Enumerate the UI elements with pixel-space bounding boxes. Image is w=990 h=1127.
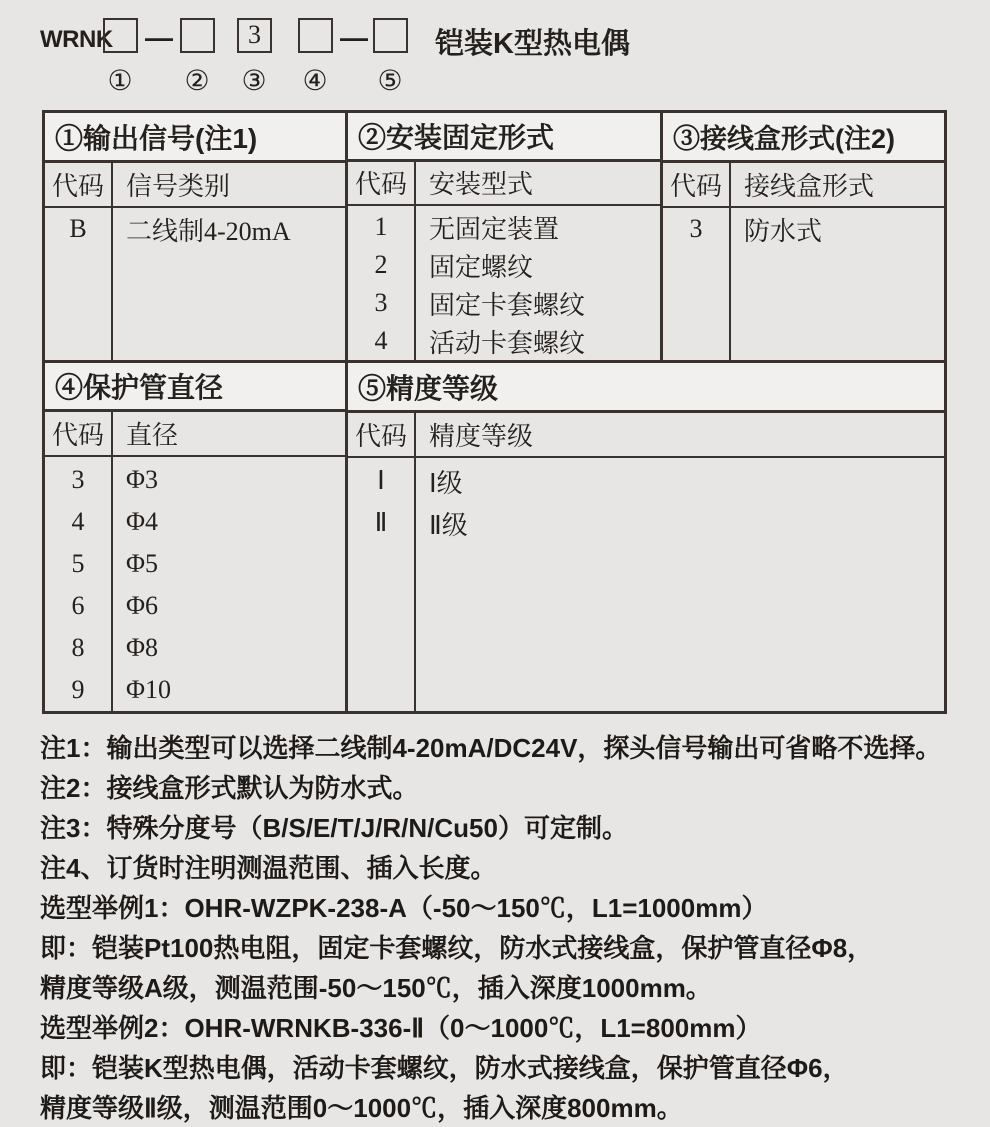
model-box-4 [298, 18, 333, 53]
table-cell: 二线制4-20mA [126, 216, 291, 246]
note-line: 即：铠装K型热电偶，活动卡套螺纹，防水式接线盒，保护管直径Φ6， [40, 1053, 849, 1083]
code-column [663, 208, 731, 360]
section-output-signal [45, 113, 345, 360]
model-box-1 [103, 18, 138, 53]
position-marker-5: ⑤ [377, 66, 403, 97]
code-header: 代码 [45, 412, 113, 455]
table-cell: 9 [71, 675, 85, 704]
spec-table-upper [42, 110, 947, 363]
label-header: 信号类别 [126, 172, 231, 201]
data-rows [45, 208, 345, 360]
position-marker-2: ② [184, 66, 210, 97]
table-cell: 4 [374, 326, 388, 355]
table-cell: Φ4 [126, 507, 159, 536]
table-cell: 4 [71, 507, 85, 536]
table-cell: Φ10 [126, 675, 172, 704]
product-name: 铠装K型热电偶 [435, 28, 630, 60]
position-marker-3: ③ [241, 66, 267, 97]
data-rows [45, 457, 345, 711]
table-cell: 3 [71, 465, 85, 494]
note-line: 注4、订货时注明测温范围、插入长度。 [40, 853, 497, 883]
position-marker-4: ④ [302, 66, 328, 97]
table-cell: 5 [71, 549, 85, 578]
code-column [45, 457, 113, 711]
table-cell: Φ5 [126, 549, 159, 578]
section-title: ①输出信号(注1) [45, 113, 345, 163]
note-line: 选型举例2：OHR-WRNKB-336-Ⅱ（0～1000℃，L1=800mm） [40, 1013, 762, 1043]
table-cell: 8 [71, 633, 85, 662]
note-line: 注1：输出类型可以选择二线制4-20mA/DC24V，探头信号输出可省略不选择。 [40, 733, 942, 763]
label-column [113, 208, 345, 360]
model-prefix: WRNK [40, 26, 113, 53]
section-title: ④保护管直径 [45, 363, 345, 412]
code-header: 代码 [663, 163, 731, 206]
table-cell: 无固定装置 [429, 214, 560, 244]
note-line: 注2：接线盒形式默认为防水式。 [40, 773, 419, 803]
section-junction-box [660, 113, 944, 360]
code-column [45, 208, 113, 360]
table-cell: 1 [374, 212, 388, 241]
section-accuracy [345, 363, 944, 711]
table-cell: B [69, 214, 87, 243]
table-cell: Ⅰ级 [429, 468, 463, 498]
column-headers [663, 163, 944, 208]
label-header: 接线盒形式 [744, 172, 875, 201]
table-cell: Φ8 [126, 633, 159, 662]
table-cell: 固定螺纹 [429, 252, 534, 282]
section-title: ⑤精度等级 [348, 363, 944, 413]
code-header: 代码 [348, 162, 416, 204]
note-line: 精度等级A级，测温范围-50～150℃，插入深度1000mm。 [40, 973, 712, 1003]
data-rows [348, 206, 660, 360]
section-tube-diameter [45, 363, 345, 711]
column-headers [348, 162, 660, 206]
data-rows [348, 458, 944, 711]
table-cell: Φ6 [126, 591, 159, 620]
dash-separator: — [340, 22, 368, 53]
table-cell: 防水式 [744, 216, 823, 246]
label-header: 直径 [126, 421, 179, 451]
note-line: 即：铠装Pt100热电阻，固定卡套螺纹，防水式接线盒，保护管直径Φ8， [40, 933, 874, 963]
table-cell: 2 [374, 250, 388, 279]
note-line: 精度等级Ⅱ级，测温范围0～1000℃，插入深度800mm。 [40, 1093, 683, 1123]
code-column [348, 458, 416, 711]
table-cell: Φ3 [126, 465, 159, 494]
code-header: 代码 [348, 413, 416, 456]
table-cell: 固定卡套螺纹 [429, 290, 586, 320]
table-cell: 3 [374, 288, 388, 317]
table-cell: 3 [689, 214, 703, 243]
label-header: 精度等级 [429, 422, 534, 451]
table-cell: Ⅱ [374, 508, 388, 537]
code-column [348, 206, 416, 360]
model-box-3: 3 [237, 18, 272, 53]
label-column [416, 458, 944, 711]
section-title: ③接线盒形式(注2) [663, 113, 944, 163]
model-box-2 [180, 18, 215, 53]
label-column [113, 457, 345, 711]
spec-table-lower [42, 363, 947, 714]
code-header: 代码 [45, 163, 113, 206]
position-marker-1: ① [107, 66, 133, 97]
table-cell: Ⅰ [377, 466, 385, 495]
column-headers [45, 163, 345, 208]
table-cell: Ⅱ级 [429, 510, 468, 540]
section-mounting [345, 113, 660, 360]
label-column [731, 208, 944, 360]
label-column [416, 206, 660, 360]
label-header: 安装型式 [429, 170, 534, 200]
note-line: 注3：特殊分度号（B/S/E/T/J/R/N/Cu50）可定制。 [40, 813, 628, 843]
column-headers [45, 412, 345, 457]
dash-separator: — [145, 22, 173, 53]
data-rows [663, 208, 944, 360]
note-line: 选型举例1：OHR-WZPK-238-A（-50～150℃，L1=1000mm） [40, 893, 768, 923]
table-cell: 6 [71, 591, 85, 620]
column-headers [348, 413, 944, 458]
table-cell: 活动卡套螺纹 [429, 328, 586, 358]
section-title: ②安装固定形式 [348, 113, 660, 162]
model-box-5 [373, 18, 408, 53]
